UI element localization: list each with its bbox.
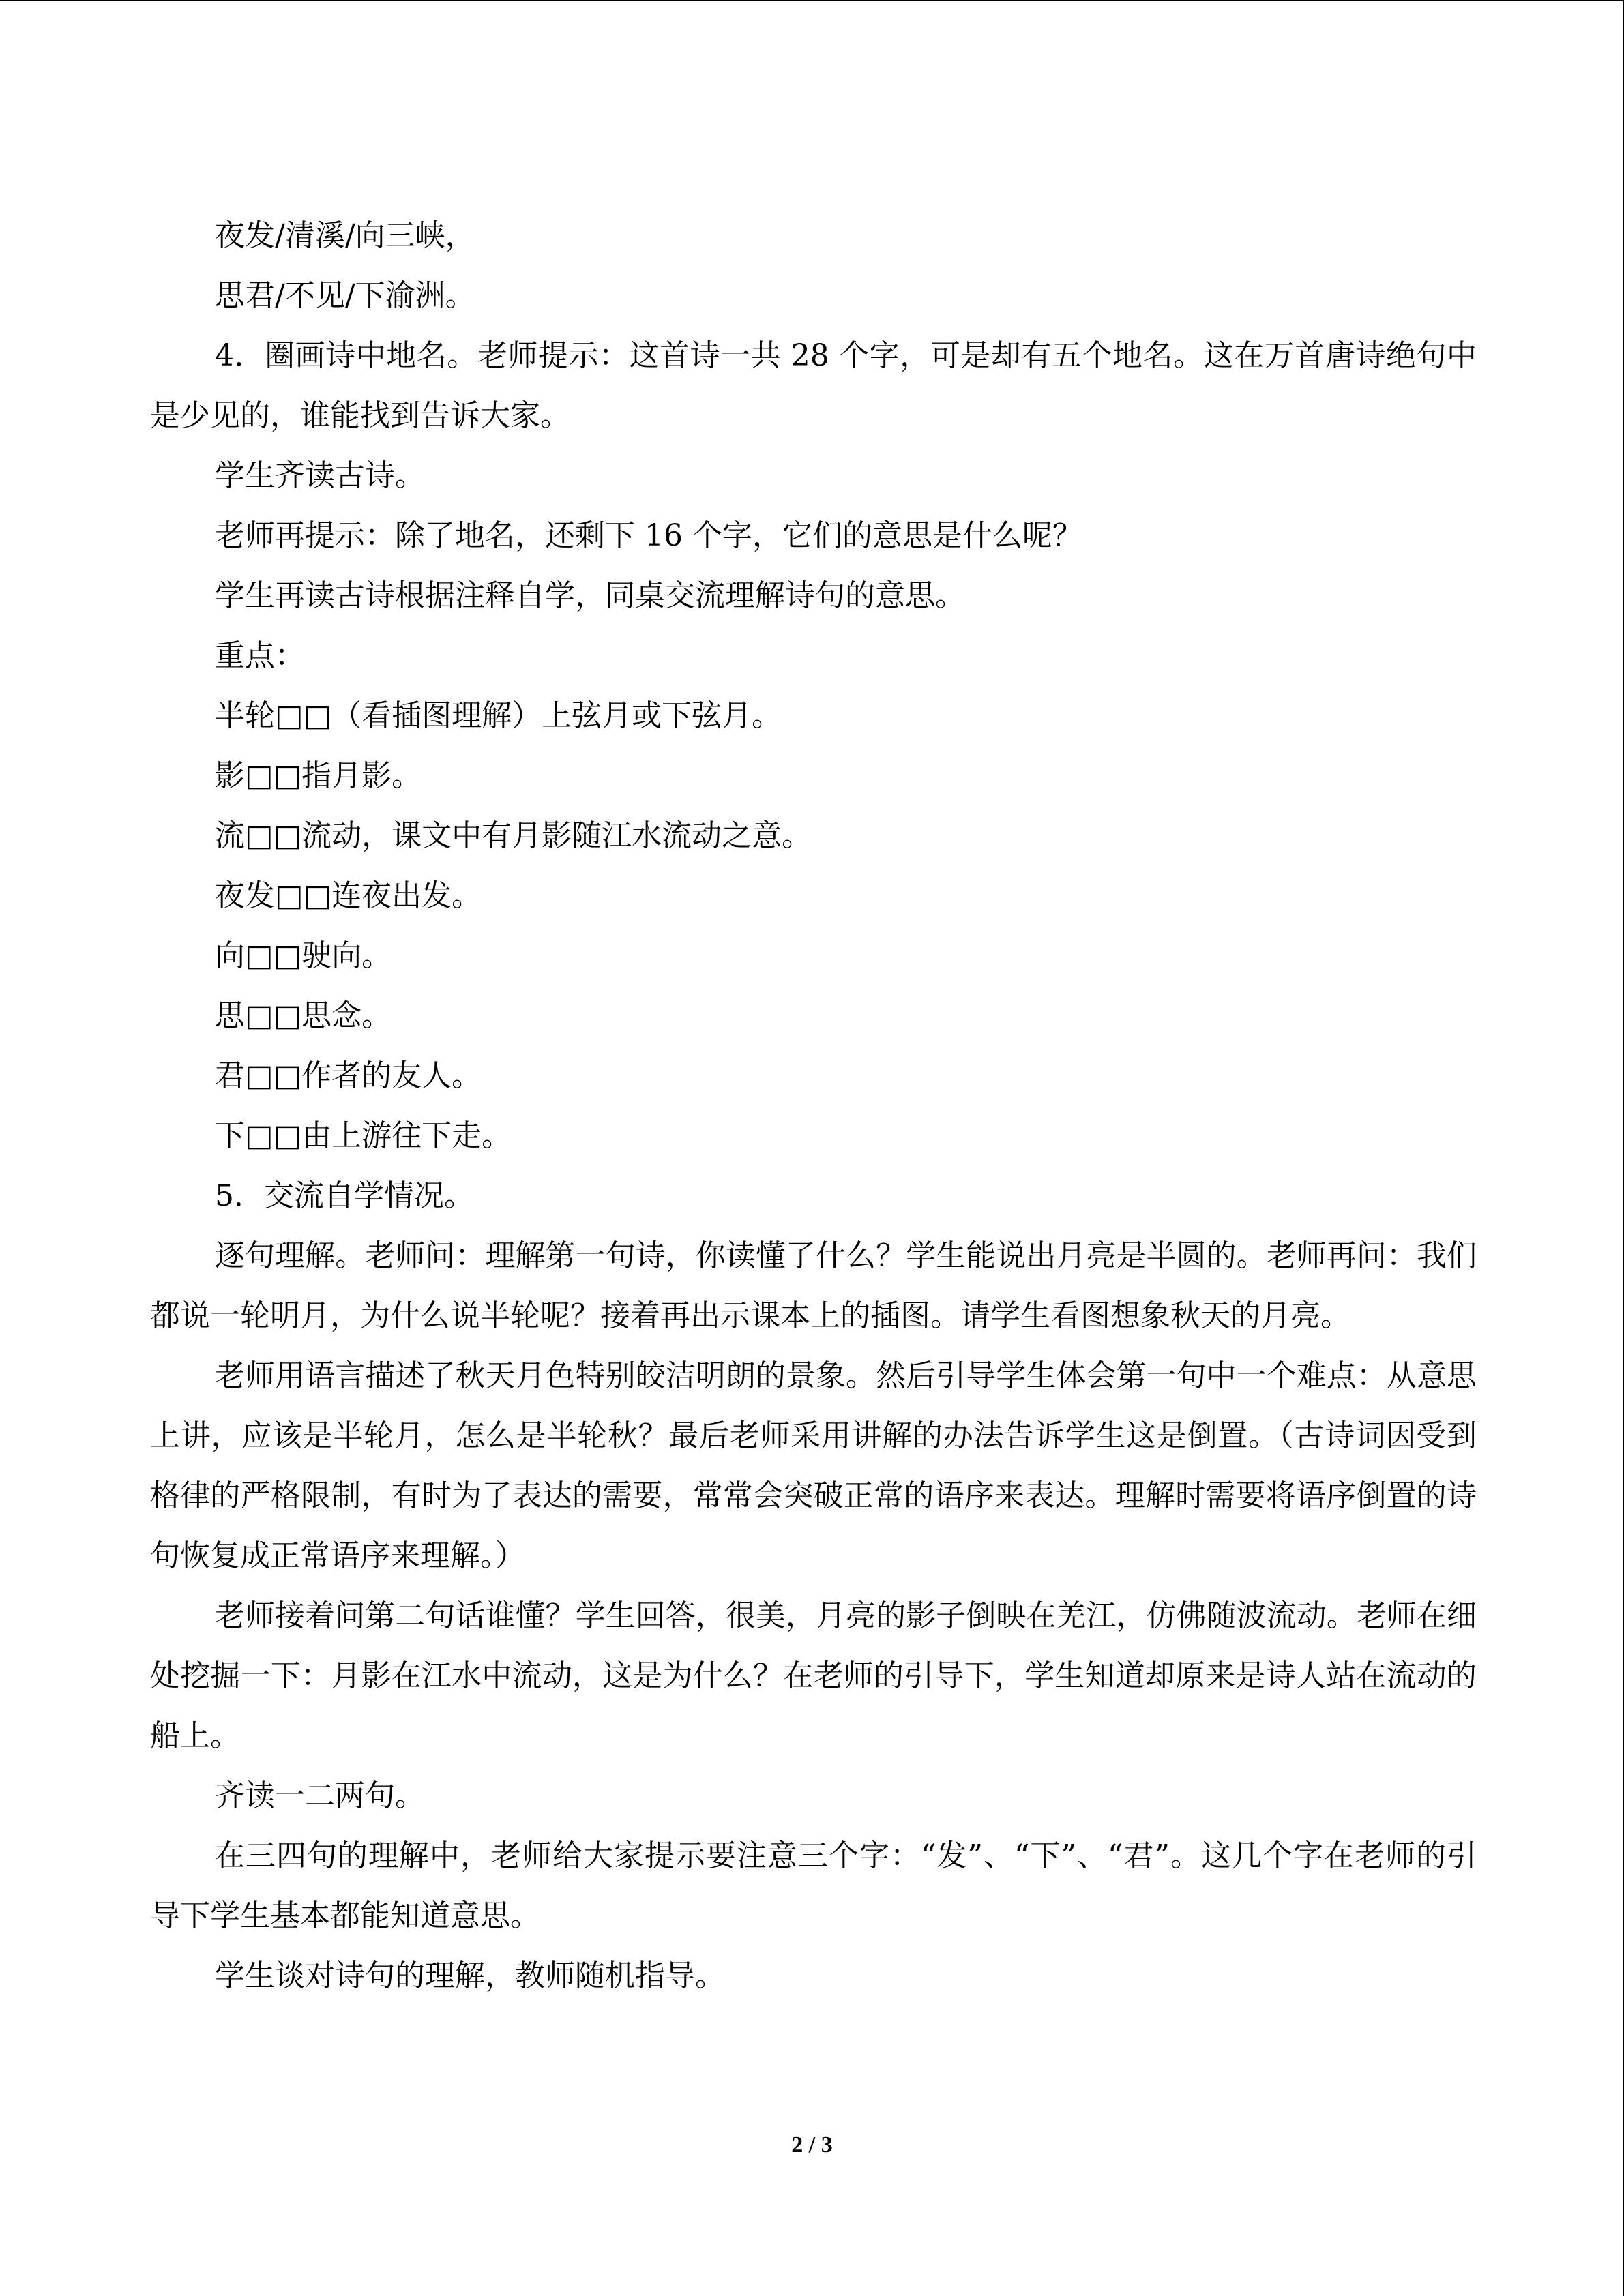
poem-line: 夜发/清溪/向三峡， [215, 218, 475, 253]
paragraph: 重点： [215, 638, 305, 673]
paragraph: 在三四句的理解中，老师给大家提示要注意三个字：“发”、“下”、“君”。这几个字在老师的引导下学生基本都能知道意思。 [150, 1838, 1477, 1933]
paragraph: 老师再提示：除了地名，还剩下 16 个字，它们的意思是什么呢？ [215, 518, 1082, 553]
paragraph: 学生再读古诗根据注释自学，同桌交流理解诗句的意思。 [215, 578, 965, 613]
key-point-item: 思□□思念。 [215, 998, 392, 1033]
paragraph: 学生谈对诗句的理解，教师随机指导。 [215, 1958, 725, 1993]
page-number: 2 / 3 [791, 2132, 833, 2158]
key-point-item: 流□□流动，课文中有月影随江水流动之意。 [215, 818, 812, 853]
key-point-item: 半轮□□（看插图理解）上弦月或下弦月。 [215, 698, 782, 733]
poem-line: 思君/不见/下渝洲。 [215, 278, 475, 313]
key-point-item: 君□□作者的友人。 [215, 1058, 482, 1093]
paragraph: 5．交流自学情况。 [215, 1178, 474, 1213]
paragraph: 齐读一二两句。 [215, 1778, 425, 1813]
paragraph: 逐句理解。老师问：理解第一句诗，你读懂了什么？学生能说出月亮是半圆的。老师再问：我们都说一轮明月，为什么说半轮呢？接着再出示课本上的插图。请学生看图想象秋天的月亮。 [150, 1238, 1477, 1333]
paragraph: 老师用语言描述了秋天月色特别皎洁明朗的景象。然后引导学生体会第一句中一个难点：从意思上讲，应该是半轮月，怎么是半轮秋？最后老师采用讲解的办法告诉学生这是倒置。（古诗词因受到格律的严格限制，有时为了表达的需要，常常会突破正常的语序来表达。理解时需要将语序倒置的诗句恢复成正常语序来理解。） [150, 1358, 1477, 1573]
key-point-item: 影□□指月影。 [215, 758, 422, 793]
paragraph: 4．圈画诗中地名。老师提示：这首诗一共 28 个字，可是却有五个地名。这在万首唐诗绝句中是少见的，谁能找到告诉大家。 [150, 338, 1477, 433]
paragraph: 老师接着问第二句话谁懂？学生回答，很美，月亮的影子倒映在羌江，仿佛随波流动。老师在细处挖掘一下：月影在江水中流动，这是为什么？在老师的引导下，学生知道却原来是诗人站在流动的船上。 [150, 1598, 1477, 1753]
key-point-item: 向□□驶向。 [215, 938, 392, 973]
key-point-item: 夜发□□连夜出发。 [215, 878, 482, 913]
key-point-item: 下□□由上游往下走。 [215, 1118, 512, 1153]
paragraph: 学生齐读古诗。 [215, 458, 425, 493]
document-body [150, 206, 1477, 2006]
